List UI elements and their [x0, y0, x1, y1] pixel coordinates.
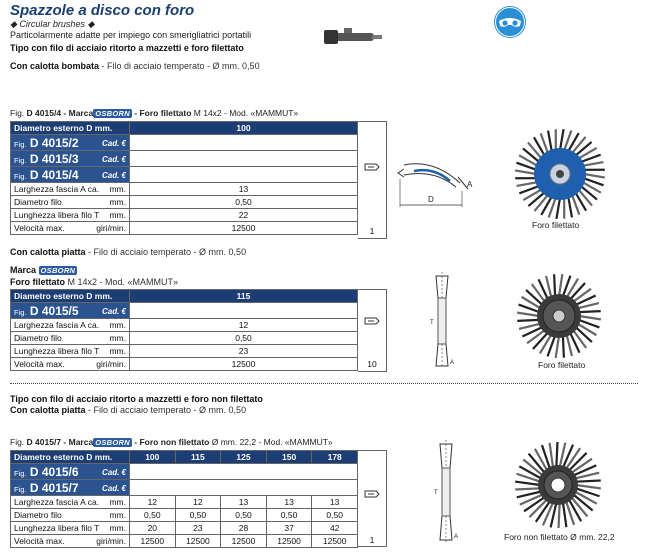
row-value: 12500: [130, 358, 358, 371]
diameter-header: Diametro esterno D mm.: [11, 451, 130, 464]
row-label: Lunghezza libera filo T: [14, 346, 100, 356]
row-label: Larghezza fascia A ca.: [14, 184, 100, 194]
price-cell: [130, 480, 358, 496]
price-cell: [130, 135, 358, 151]
price-label: Cad. €: [101, 170, 126, 180]
row-unit: giri/min.: [96, 536, 126, 546]
brush-photo-flat-nonthreaded: [512, 440, 604, 530]
row-value: 0,50: [130, 332, 358, 345]
thread-spec: M 14x2 - Mod. «MAMMUT»: [191, 108, 299, 118]
osborn-logo: OSBORN: [40, 266, 76, 275]
diameter-header: Diametro esterno D mm.: [11, 122, 130, 135]
table-row: [11, 319, 358, 332]
marca-label: - Marca: [63, 437, 94, 447]
row-value: 0,50: [175, 509, 221, 522]
thread-label: - Foro filettato: [134, 108, 192, 118]
pack-quantity: 1: [369, 226, 375, 236]
row-label: Diametro filo: [14, 197, 62, 207]
label-a: A: [450, 360, 455, 366]
row-value: 22: [130, 209, 358, 222]
brush-photo-flat: [514, 272, 604, 360]
table-row: [11, 183, 358, 196]
row-label: Diametro filo: [14, 510, 62, 520]
product-code-cell[interactable]: Fig. D 4015/3 Cad. €: [11, 151, 130, 167]
package-icon: [364, 489, 380, 499]
product-code: D 4015/6: [29, 464, 79, 479]
row-value: 28: [221, 522, 267, 535]
marca-label: Marca: [10, 265, 37, 275]
price-cell: [130, 151, 358, 167]
row-value: 0,50: [130, 509, 176, 522]
price-cell: [130, 464, 358, 480]
cap-type-bold: Con calotta piatta: [10, 405, 86, 415]
row-value: 12500: [130, 535, 176, 548]
cap-type-light: - Filo di acciaio temperato - Ø mm. 0,50: [85, 247, 247, 257]
row-label: Larghezza fascia A ca.: [14, 497, 100, 507]
table-row: [11, 358, 358, 371]
row-value: 42: [312, 522, 358, 535]
product-code: D 4015/7: [29, 480, 79, 495]
package-icon: [364, 316, 380, 326]
label-t: T: [430, 320, 434, 326]
table-row: [11, 345, 358, 358]
size-header: 150: [266, 451, 312, 464]
pack-column: [358, 121, 387, 239]
section2-marca: [10, 265, 77, 275]
row-value: 12: [130, 319, 358, 332]
row-label: Diametro filo: [14, 333, 62, 343]
size-header: 178: [312, 451, 358, 464]
photo-caption: Foro non filettato Ø mm. 22,2: [504, 532, 615, 542]
product-code: D 4015/2: [29, 135, 79, 150]
section3-fig-line: [10, 437, 333, 447]
row-label: Velocità max.: [14, 223, 65, 233]
section2-line: [10, 247, 246, 257]
fig-code: D 4015/4: [26, 108, 62, 118]
row-unit: mm.: [109, 346, 126, 356]
row-unit: mm.: [109, 184, 126, 194]
product-code-cell[interactable]: Fig. D 4015/5 Cad. €: [11, 303, 130, 319]
row-label: Lunghezza libera filo T: [14, 210, 100, 220]
row-value: 0,50: [312, 509, 358, 522]
row-unit: giri/min.: [96, 359, 126, 369]
package-icon: [364, 162, 380, 172]
osborn-logo: OSBORN: [95, 109, 130, 118]
row-value: 12: [175, 496, 221, 509]
row-value: 23: [130, 345, 358, 358]
product-code-cell[interactable]: Fig. D 4015/6 Cad. €: [11, 464, 130, 480]
page-subtitle: ◆ Circular brushes ◆: [10, 19, 95, 29]
brush-side-diagram: [424, 268, 460, 374]
product-code-cell[interactable]: Fig. D 4015/2 Cad. €: [11, 135, 130, 151]
section3-line-2: [10, 405, 246, 415]
row-unit: mm.: [109, 497, 126, 507]
label-t: T: [434, 490, 438, 496]
size-header: 125: [221, 451, 267, 464]
price-cell: [130, 167, 358, 183]
section3-table: [10, 450, 358, 548]
row-unit: mm.: [109, 320, 126, 330]
price-cell: [130, 303, 358, 319]
brush-profile-diagram: [394, 155, 474, 213]
row-value: 0,50: [221, 509, 267, 522]
label-a: A: [454, 534, 459, 540]
row-unit: mm.: [109, 333, 126, 343]
row-unit: mm.: [109, 197, 126, 207]
table-row: [11, 222, 358, 235]
cap-type-light: - Filo di acciaio temperato - Ø mm. 0,50: [85, 405, 247, 415]
row-value: 13: [130, 183, 358, 196]
price-label: Cad. €: [101, 154, 126, 164]
page-title: Spazzole a disco con foro: [10, 2, 195, 19]
section2-table: [10, 289, 358, 371]
row-value: 13: [221, 496, 267, 509]
size-header: 100: [130, 451, 176, 464]
photo-caption: Foro filettato: [532, 220, 580, 230]
cap-type-bold: Con calotta piatta: [10, 247, 86, 257]
table-row: [11, 522, 358, 535]
row-value: 12500: [312, 535, 358, 548]
row-value: 0,50: [130, 196, 358, 209]
row-unit: mm.: [109, 510, 126, 520]
product-code-cell[interactable]: Fig. D 4015/4 Cad. €: [11, 167, 130, 183]
price-label: Cad. €: [101, 138, 126, 148]
photo-caption: Foro filettato: [538, 360, 586, 370]
row-value: 13: [266, 496, 312, 509]
row-value: 12: [130, 496, 176, 509]
row-value: 12500: [221, 535, 267, 548]
row-unit: giri/min.: [96, 223, 126, 233]
marca-label: - Marca: [63, 108, 94, 118]
intro-line-2-light: - Filo di acciaio temperato - Ø mm. 0,50: [99, 61, 260, 71]
brush-side-diagram: [428, 436, 464, 548]
angle-grinder-icon: [322, 26, 384, 48]
table-row: [11, 496, 358, 509]
table-row: [11, 332, 358, 345]
row-value: 0,50: [266, 509, 312, 522]
label-a: A: [467, 180, 473, 189]
hole-label: - Foro non filettato: [134, 437, 210, 447]
product-code: D 4015/5: [29, 303, 79, 318]
row-value: 12500: [130, 222, 358, 235]
diameter-header: Diametro esterno D mm.: [11, 290, 130, 303]
row-value: 13: [312, 496, 358, 509]
fig-prefix: Fig.: [10, 108, 25, 118]
hole-spec: Ø mm. 22,2 - Mod. «MAMMUT»: [209, 437, 333, 447]
section2-thread: [10, 277, 178, 287]
row-value: 20: [130, 522, 176, 535]
product-code: D 4015/3: [29, 151, 79, 166]
table-row: [11, 535, 358, 548]
product-code: D 4015/4: [29, 167, 79, 182]
intro-line-2: [10, 61, 260, 71]
row-value: 23: [175, 522, 221, 535]
brush-photo-convex: [512, 127, 608, 221]
price-label: Cad. €: [101, 483, 126, 493]
table-row: [11, 196, 358, 209]
fig-prefix: Fig.: [10, 437, 25, 447]
section3-line-1: Tipo con filo di acciaio ritorto a mazzetti e foro non filettato: [10, 394, 263, 404]
table-row: [11, 509, 358, 522]
table-row: [11, 209, 358, 222]
price-label: Cad. €: [101, 467, 126, 477]
row-value: 12500: [266, 535, 312, 548]
price-label: Cad. €: [101, 306, 126, 316]
fig-code: D 4015/7: [26, 437, 62, 447]
row-unit: mm.: [109, 210, 126, 220]
osborn-logo: OSBORN: [95, 438, 130, 447]
size-header: 115: [175, 451, 221, 464]
product-code-cell[interactable]: Fig. D 4015/7 Cad. €: [11, 480, 130, 496]
pack-quantity: 1: [369, 535, 375, 545]
diameter-value: 100: [130, 122, 358, 135]
thread-spec: M 14x2 - Mod. «MAMMUT»: [65, 277, 179, 287]
row-label: Velocità max.: [14, 359, 65, 369]
intro-line-2-bold: Con calotta bombata: [10, 61, 100, 71]
section-divider: [10, 383, 638, 384]
row-unit: mm.: [109, 523, 126, 533]
goggles-mandatory-icon: [493, 5, 527, 39]
row-value: 37: [266, 522, 312, 535]
thread-label: Foro filettato: [10, 277, 65, 287]
row-value: 12500: [175, 535, 221, 548]
diameter-value: 115: [130, 290, 358, 303]
section1-table: [10, 121, 358, 235]
label-d: D: [428, 195, 434, 204]
intro-line-1: Tipo con filo di acciaio ritorto a mazzetti e foro filettato: [10, 43, 244, 53]
section1-fig-line: [10, 108, 298, 118]
row-label: Larghezza fascia A ca.: [14, 320, 100, 330]
pack-quantity: 10: [367, 359, 377, 369]
page-note: Particolarmente adatte per impiego con smerigliatrici portatili: [10, 30, 252, 40]
row-label: Velocità max.: [14, 536, 65, 546]
row-label: Lunghezza libera filo T: [14, 523, 100, 533]
